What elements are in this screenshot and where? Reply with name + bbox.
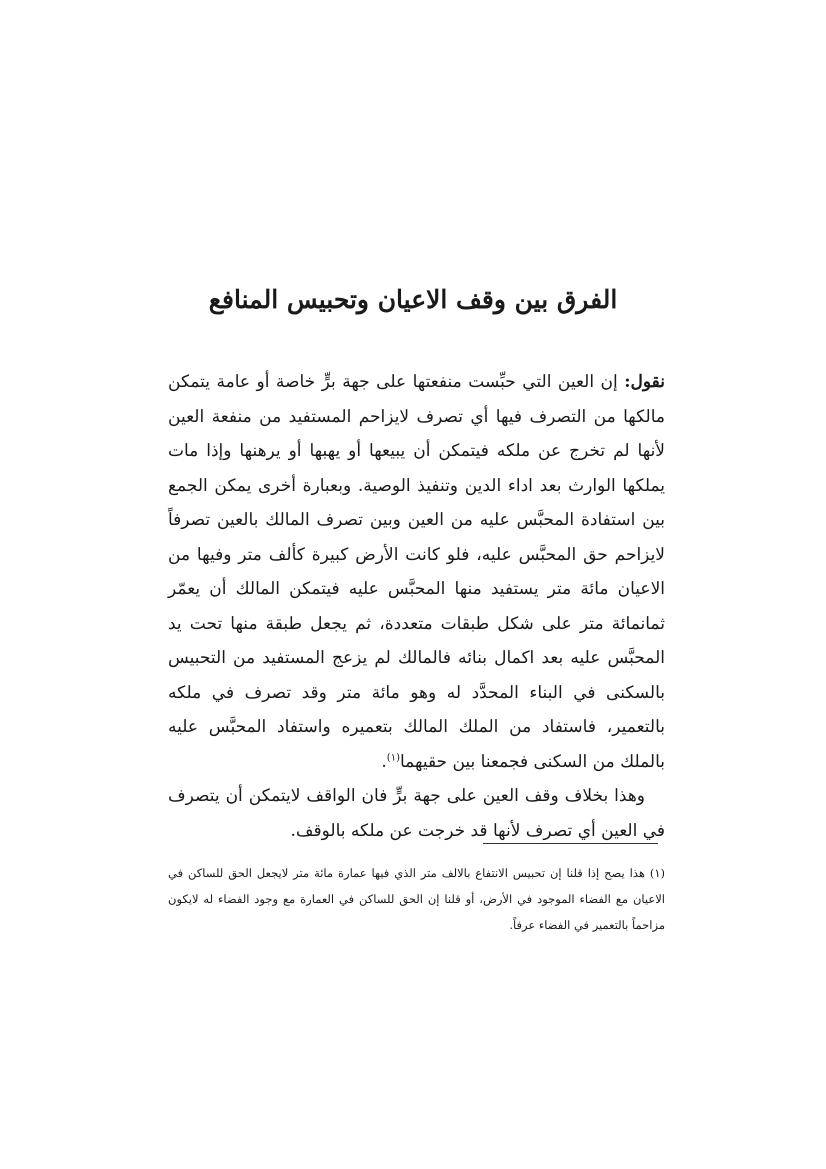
paragraph-lead-word: نقول: — [624, 372, 665, 392]
paragraph-2: وهذا بخلاف وقف العين على جهة برٍّ فان الواقف لايتمكن أن يتصرف في العين أي تصرف لأنها قد خرجت عن ملكه بالوقف. — [168, 786, 665, 841]
main-text — [168, 365, 665, 848]
paragraph-1 — [168, 365, 665, 779]
paragraph-1-end: . — [381, 751, 387, 772]
footnotes — [168, 860, 665, 938]
footnote-separator — [483, 843, 658, 844]
page-title: الفرق بين وقف الاعيان وتحبيس المنافع — [208, 285, 618, 314]
footnote-1: (١) هذا يصح إذا قلنا إن تحبيس الانتفاع بالالف متر الذي فيها عمارة مائة متر لايجعل الحق للساكن في الاعيان مع الفضاء الموجود في الأرض، أو قلنا إن الحق للساكن في العمارة مع وجود الفضاء له لايكون مزاحماً بالتعمير في الفضاء عرفاً. — [168, 866, 665, 932]
footnote-reference[interactable]: (١) — [386, 751, 400, 763]
paragraph-1-text: إن العين التي حبِّست منفعتها على جهة برٍّ خاصة أو عامة يتمكن مالكها من التصرف فيها أي تصرف لايزاحم المستفيد من منفعة العين لأنها لم تخرج عن ملكه فيتمكن أن يبيعها أو يهبها أو يرهنها وإذا مات يملكها الوارث بعد اداء الدين وتنفيذ الوصية. وبعبارة أخرى يمكن الجمع بين استفادة المحبَّس عليه من العين وبين تصرف المالك بالعين تصرفاً لايزاحم حق المحبَّس عليه، فلو كانت الأرض كبيرة كألف متر وفيها من الاعيان مائة متر يستفيد منها المحبَّس عليه فيتمكن المالك أن يعمّر ثمانمائة متر على شكل طبقات متعددة، ثم يجعل طبقة منها تحت يد المحبَّس عليه بعد اكمال بنائه فالمالك لم يزعج المستفيد من التحبيس بالسكنى في البناء المحدَّد له وهو مائة متر وقد تصرف في ملكه بالتعمير، فاستفاد من الملك المالك بتعميره واستفاد المحبَّس عليه بالملك من السكنى فجمعنا بين حقيهما — [168, 372, 665, 772]
